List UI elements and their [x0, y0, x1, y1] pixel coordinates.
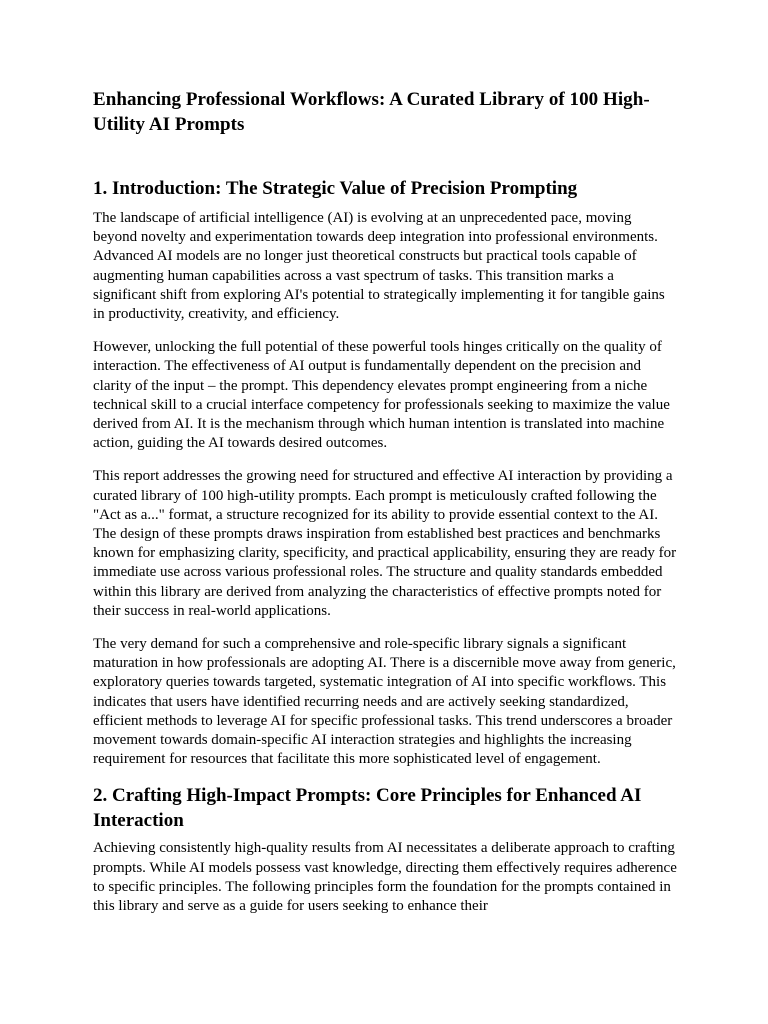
- document-page: [93, 88, 678, 916]
- document-title: Enhancing Professional Workflows: A Curated Library of 100 High-Utility AI Prompts: [93, 89, 650, 135]
- intro-paragraph-1: The landscape of artificial intelligence (AI) is evolving at an unprecedented pace, moving beyond novelty and experimentation towards deep integration into professional environments. Advanced AI models are no longer just theoretical constructs but practical tools capable of augmenting human capabilities across a vast spectrum of tasks. This transition marks a significant shift from exploring AI's potential to strategically implementing it for tangible gains in productivity, creativity, and efficiency.: [93, 210, 665, 323]
- section-heading-introduction: 1. Introduction: The Strategic Value of Precision Prompting: [93, 178, 578, 199]
- intro-paragraph-4: The very demand for such a comprehensive and role-specific library signals a significant maturation in how professionals are adopting AI. There is a discernible move away from generic, exploratory queries towards targeted, systematic integration of AI into specific workflows. This indicates that users have identified recurring needs and are actively seeking standardized, efficient methods to leverage AI for specific professional tasks. This trend underscores a broader movement towards domain-specific AI interaction strategies and highlights the increasing requirement for resources that facilitate this more sophisticated level of engagement.: [93, 636, 676, 768]
- intro-paragraph-3: This report addresses the growing need for structured and effective AI interaction by providing a curated library of 100 high-utility prompts. Each prompt is meticulously crafted following the "Act as a..." format, a structure recognized for its ability to provide essential context to the AI. The design of these prompts draws inspiration from established best practices and benchmarks known for emphasizing clarity, specificity, and practical applicability, ensuring they are ready for immediate use across various professional roles. The structure and quality standards embedded within this library are derived from analyzing the characteristics of effective prompts noted for their success in real-world applications.: [93, 468, 677, 619]
- intro-paragraph-2: However, unlocking the full potential of these powerful tools hinges critically on the quality of interaction. The effectiveness of AI output is fundamentally dependent on the precision and clarity of the input – the prompt. This dependency elevates prompt engineering from a niche technical skill to a crucial interface competency for professionals seeking to maximize the value derived from AI. It is the mechanism through which human intention is translated into machine action, guiding the AI towards desired outcomes.: [93, 339, 670, 452]
- section-heading-crafting-prompts: 2. Crafting High-Impact Prompts: Core Principles for Enhanced AI Interaction: [93, 785, 642, 832]
- principles-paragraph-1: Achieving consistently high-quality results from AI necessitates a deliberate approach to crafting prompts. While AI models possess vast knowledge, directing them effectively requires adherence to specific principles. The following principles form the foundation for the prompts contained in this library and serve as a guide for users seeking to enhance their: [93, 840, 677, 915]
